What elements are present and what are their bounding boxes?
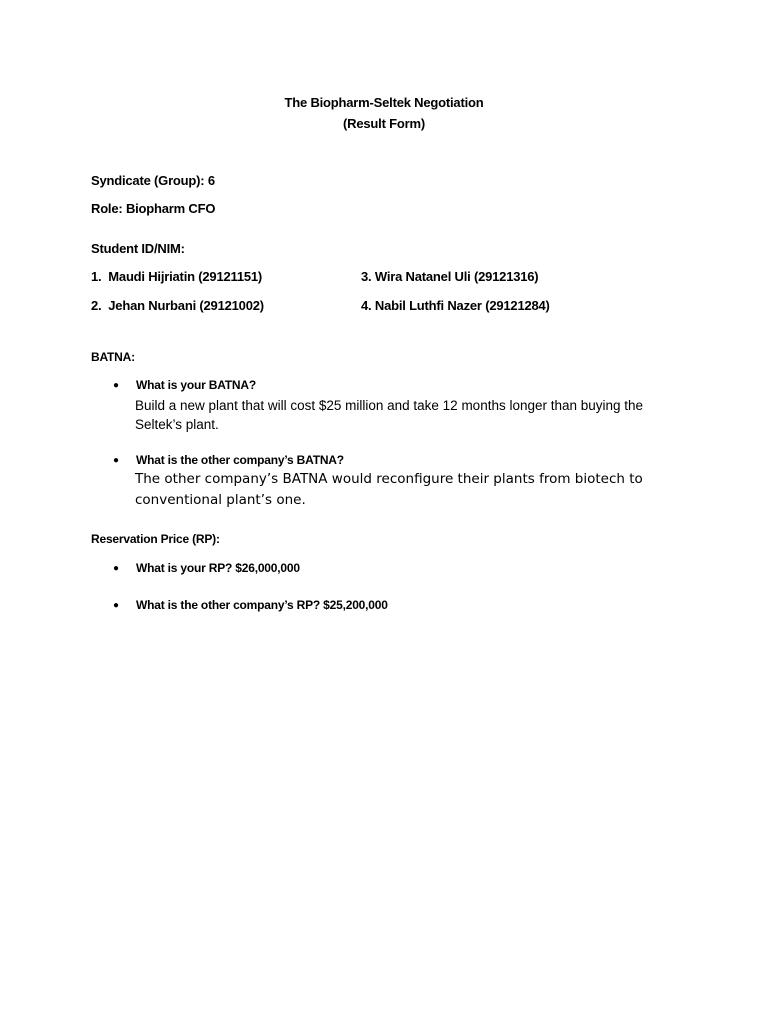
member-item	[361, 269, 538, 284]
answer-line: conventional plant’s one.	[135, 492, 306, 508]
member-item	[91, 298, 264, 313]
batna-question-own: What is your BATNA?	[136, 378, 256, 392]
member-number: 3.	[361, 269, 372, 284]
member-number: 4.	[361, 298, 372, 313]
bullet-icon: ●	[113, 455, 120, 466]
rp-question-other: What is the other company’s RP? $25,200,000	[136, 598, 388, 612]
member-number: 2.	[91, 298, 102, 313]
rp-heading: Reservation Price (RP):	[91, 532, 220, 546]
student-id-label: Student ID/NIM:	[91, 241, 185, 256]
member-name: Wira Natanel Uli (29121316)	[374, 269, 539, 284]
member-name: Jehan Nurbani (29121002)	[108, 298, 264, 313]
member-item	[91, 269, 262, 284]
batna-answer-own	[135, 396, 695, 434]
syndicate-label: Syndicate (Group):	[91, 173, 205, 188]
role-value: Biopharm CFO	[125, 201, 216, 216]
document-title: The Biopharm-Seltek Negotiation	[284, 95, 484, 110]
syndicate-value: 6	[207, 173, 215, 188]
syndicate-line	[91, 173, 215, 188]
member-item	[361, 298, 550, 313]
bullet-icon: ●	[113, 563, 120, 574]
member-number: 1.	[91, 269, 102, 284]
answer-line: Seltek’s plant.	[135, 417, 219, 432]
batna-question-other: What is the other company’s BATNA?	[136, 453, 344, 467]
answer-line: The other company’s BATNA would reconfigure their plants from biotech to	[135, 471, 643, 487]
role-line	[91, 201, 215, 216]
bullet-icon: ●	[113, 380, 120, 391]
document-subtitle: (Result Form)	[343, 116, 425, 131]
role-label: Role:	[91, 201, 123, 216]
member-name: Maudi Hijriatin (29121151)	[108, 269, 263, 284]
batna-answer-other	[135, 469, 695, 511]
rp-question-own: What is your RP? $26,000,000	[136, 561, 300, 575]
member-name: Nabil Luthfi Nazer (29121284)	[374, 298, 550, 313]
bullet-icon: ●	[113, 600, 120, 611]
batna-heading: BATNA:	[91, 350, 135, 364]
answer-line: Build a new plant that will cost $25 million and take 12 months longer than buying the	[135, 398, 644, 413]
